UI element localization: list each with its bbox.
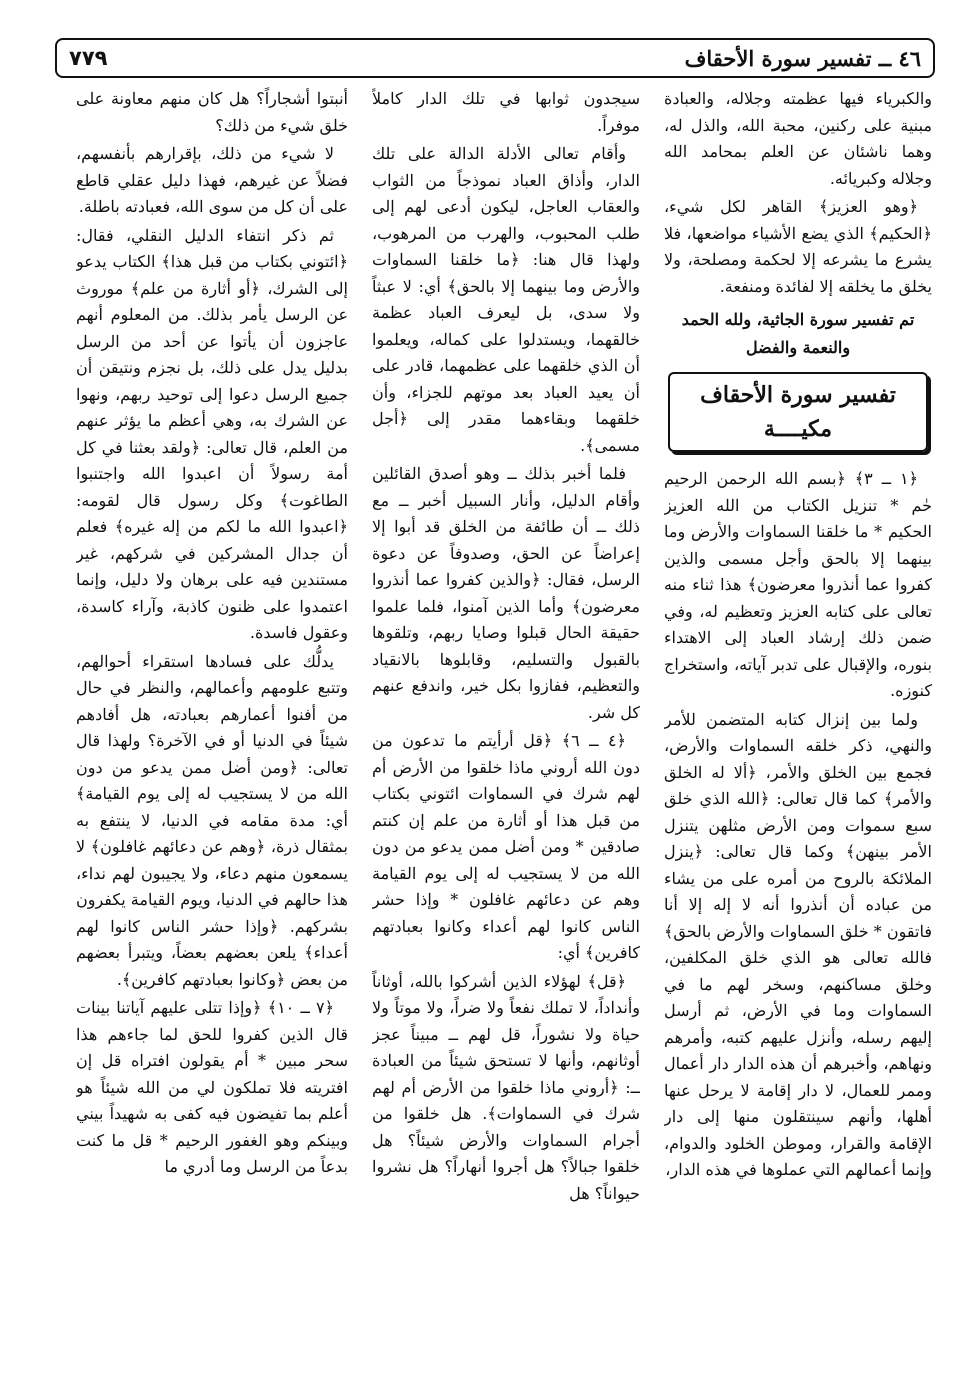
surah-type: مكيــــة: [763, 416, 833, 442]
paragraph: ولما بين إنزال كتابه المتضمن للأمر والنهي، ذكر خلقه السماوات والأرض، فجمع بين الخلق والأمر، ﴿ألا له الخلق والأمر﴾ كما قال تعالى: ﴿الله الذي خلق سبع سموات ومن الأرض مثلهن يتنزل الأمر بينهن﴾ وكما قال تعالى: ﴿ينزل الملائكة بالروح من أمره على من يشاء من عباده أن أنذروا أنه لا إله إلا أنا فاتقون * خلق السماوات والأرض بالحق﴾ فالله تعالى هو الذي خلق المكلفين، وخلق مساكنهم، وسخر لهم ما في السماوات وما في الأرض، ثم أرسل إليهم رسله، وأنزل عليهم كتبه، وأمرهم ونهاهم، وأخبرهم أن هذه الدار دار أعمال وممر للعمال، لا دار إقامة لا يرحل عنها أهلها، وأنهم سينتقلون منها إلى دار الإقامة والقرار، وموطن الخلود والدوام، وإنما أعمالهم التي عملوها في هذه الدار،: [664, 709, 932, 1179]
surah-closing-note: تم تفسير سورة الجاثية، ولله الحمد والنعمة والفضل: [681, 310, 915, 357]
surah-title-box: [668, 372, 928, 452]
paragraph: ثم ذكر انتفاء الدليل النقلي، فقال: ﴿ائتوني بكتاب من قبل هذا﴾ الكتاب يدعو إلى الشرك، ﴿أو أثارة من علم﴾ موروث عن الرسل يأمر بذلك. من المعلوم أنهم عاجزون أن يأتوا عن أحد من الرسل بدليل يدل على ذلك، بل نجزم ونتيقن أن جميع الرسل دعوا إلى توحيد ربهم، ونهوا عن الشرك به، وهي أعظم ما يؤثر عنهم من العلم، قال تعالى: ﴿ولقد بعثنا في كل أمة رسولاً أن اعبدوا الله واجتنبوا الطاغوت﴾ وكل رسول قال لقومه: ﴿اعبدوا الله ما لكم من إله غيره﴾ فعلم أن جدال المشركين في شركهم، غير مستندين فيه على برهان ولا دليل، وإنما اعتمدوا على ظنون كاذبة، وآراء كاسدة، وعقول فاسدة.: [76, 225, 348, 642]
paragraph: والكبرياء فيها عظمته وجلاله، والعبادة مبنية على ركنين، محبة الله، والذل له، وهما ناشئان عن العلم بمحامد الله وجلاله وكبريائه.: [664, 89, 932, 188]
page-header: [55, 38, 935, 78]
left-column: [76, 86, 348, 1366]
page-number: ٧٧٩: [69, 46, 108, 70]
paragraph: ﴿وهو العزيز﴾ القاهر لكل شيء، ﴿الحكيم﴾ الذي يضع الأشياء مواضعها، فلا يشرع ما يشرعه إلا لحكمة ومصلحة، ولا يخلق ما يخلقه إلا لفائدة ومنفعة.: [664, 197, 932, 296]
paragraph: ﴿٤ ــ ٦﴾ ﴿قل أرأيتم ما تدعون من دون الله أروني ماذا خلقوا من الأرض أم لهم شرك في السماوات ائتوني بكتاب من قبل هذا أو أثارة من علم إن كنتم صادقين * ومن أضل ممن يدعو من دون الله من لا يستجيب له إلى يوم القيامة وهم عن دعائهم غافلون * وإذا حشر الناس كانوا لهم أعداء وكانوا بعبادتهم كافرين﴾ أي:: [372, 731, 640, 962]
paragraph: يدلُّك على فسادها استقراء أحوالهم، وتتبع علومهم وأعمالهم، والنظر في حال من أفنوا أعمارهم بعبادته، هل أفادهم شيئاً في الدنيا أو في الآخرة؟ ولهذا قال تعالى: ﴿ومن أضل ممن يدعو من دون الله من لا يستجيب له إلى يوم القيامة﴾ أي: مدة مقامه في الدنيا، لا ينتفع به بمثقال ذرة، ﴿وهم عن دعائهم غافلون﴾ لا يسمعون منهم دعاء، ولا يجيبون لهم نداء، هذا حالهم في الدنيا، ويوم القيامة يكفرون بشركهم. ﴿وإذا حشر الناس كانوا لهم أعداء﴾ يلعن بعضهم بعضاً، ويتبرأ بعضهم من بعض ﴿وكانوا بعبادتهم كافرين﴾.: [76, 651, 348, 989]
paragraph: فلما أخبر بذلك ــ وهو أصدق القائلين وأقام الدليل، وأنار السبيل أخبر ــ مع ذلك ــ أن طائفة من الخلق قد أبوا إلا إعراضاً عن الحق، وصدوفاً عن دعوة الرسل، فقال: ﴿والذين كفروا عما أنذروا معرضون﴾ وأما الذين آمنوا، فلما علموا حقيقة الحال قبلوا وصايا ربهم، وتلقوها بالقبول والتسليم، وقابلوها بالانقياد والتعظيم، ففازوا بكل خير، واندفع عنهم كل شر.: [372, 464, 640, 722]
paragraph: ﴿٧ ــ ١٠﴾ ﴿وإذا تتلى عليهم آياتنا بينات قال الذين كفروا للحق لما جاءهم هذا سحر مبين * أم يقولون افتراه قل إن افتريته فلا تملكون لي من الله شيئاً هو أعلم بما تفيضون فيه كفى به شهيداً بيني وبينكم وهو الغفور الرحيم * قل ما كنت بدعاً من الرسل وما أدري ما: [76, 998, 348, 1176]
surah-title: تفسير سورة الأحقاف: [700, 382, 896, 408]
paragraph: أنبتوا أشجاراً؟ هل كان منهم معاونة على خلق شيء من ذلك؟: [76, 89, 348, 135]
paragraph: سيجدون ثوابها في تلك الدار كاملاً موفراً.: [372, 89, 640, 135]
paragraph: لا شيء من ذلك، بإقرارهم بأنفسهم، فضلاً عن غيرهم، فهذا دليل عقلي قاطع على أن كل من سوى الله، فعبادته باطلة.: [76, 144, 348, 216]
right-column: [664, 86, 932, 1366]
paragraph: وأقام تعالى الأدلة الدالة على تلك الدار، وأذاق العباد نموذجاً من الثواب والعقاب العاجل، ليكون أدعى لهم إلى طلب المحبوب، والهرب من المرهوب، ولهذا قال هنا: ﴿ما خلقنا السماوات والأرض وما بينهما إلا بالحق﴾ أي: لا عبثاً ولا سدى، بل ليعرف العباد عظمة خالقهما، ويستدلوا على كماله، ويعلموا أن الذي خلقهما على عظمهما، قادر على أن يعيد العباد بعد موتهم للجزاء، وأن خلقهما وبقاءهما مقدر إلى ﴿أجل مسمى﴾.: [372, 144, 640, 455]
running-title: ٤٦ ــ تفسير سورة الأحقاف: [684, 45, 921, 71]
middle-column: [372, 86, 640, 1366]
paragraph: ﴿قل﴾ لهؤلاء الذين أشركوا بالله، أوثاناً وأنداداً، لا تملك نفعاً ولا ضراً، ولا موتاً ولا حياة ولا نشوراً، قل لهم ــ مبيناً عجز أوثانهم، وأنها لا تستحق شيئاً من العبادة ــ: ﴿أروني ماذا خلقوا من الأرض أم لهم شرك في السماوات﴾. هل خلقوا من أجرام السماوات والأرض شيئاً؟ هل خلقوا جبالاً؟ هل أجروا أنهاراً؟ هل نشروا حيواناً؟ هل: [372, 971, 640, 1203]
paragraph: ﴿١ ــ ٣﴾ ﴿بسم الله الرحمن الرحيم حٰم * تنزيل الكتاب من الله العزيز الحكيم * ما خلقنا السماوات والأرض وما بينهما إلا بالحق وأجل مسمى والذين كفروا عما أنذروا معرضون﴾ هذا ثناء منه تعالى على كتابه العزيز وتعظيم له، وفي ضمن ذلك إرشاد العباد إلى الاهتداء بنوره، والإقبال على تدبر آياته، واستخراج كنوزه.: [664, 469, 932, 700]
